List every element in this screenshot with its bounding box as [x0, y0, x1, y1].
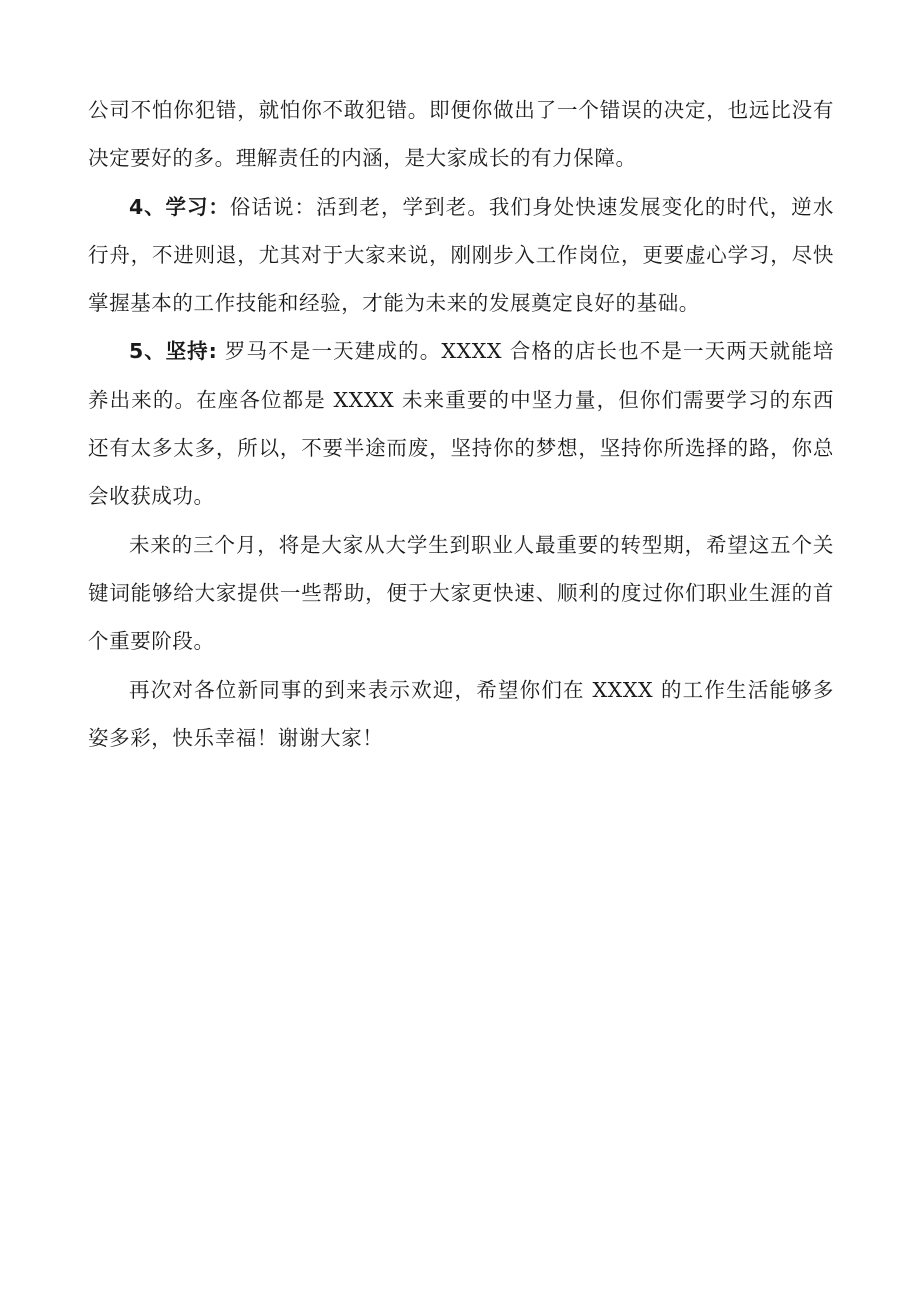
paragraph-text: 罗马不是一天建成的。XXXX 合格的店长也不是一天两天就能培养出来的。在座各位都是 XXXX 未来重要的中坚力量，但你们需要学习的东西还有太多太多，所以，不要半途而废，坚持你的梦想，坚持你所选择的路，你总会收获成功。: [88, 339, 834, 509]
paragraph-heading: 4、学习：: [129, 194, 230, 219]
paragraph-closing: [88, 666, 834, 763]
paragraph-text: 未来的三个月，将是大家从大学生到职业人最重要的转型期，希望这五个关键词能够给大家提供一些帮助，便于大家更快速、顺利的度过你们职业生涯的首个重要阶段。: [88, 532, 834, 654]
paragraph-heading: 5、坚持:: [129, 339, 218, 364]
document-body: [88, 86, 834, 762]
paragraph-text: 公司不怕你犯错，就怕你不敢犯错。即便你做出了一个错误的决定，也远比没有决定要好的多。理解责任的内涵，是大家成长的有力保障。: [88, 98, 834, 171]
paragraph-persistence: [88, 327, 834, 520]
paragraph-text: 俗话说：活到老，学到老。我们身处快速发展变化的时代，逆水行舟，不进则退，尤其对于大家来说，刚刚步入工作岗位，更要虚心学习，尽快掌握基本的工作技能和经验，才能为未来的发展奠定良好的基础。: [88, 194, 834, 316]
paragraph-next-three-months: [88, 521, 834, 666]
paragraph-responsibility-continued: [88, 86, 834, 183]
paragraph-text: 再次对各位新同事的到来表示欢迎，希望你们在 XXXX 的工作生活能够多姿多彩，快乐幸福！谢谢大家！: [88, 677, 834, 750]
paragraph-learning: [88, 183, 834, 328]
